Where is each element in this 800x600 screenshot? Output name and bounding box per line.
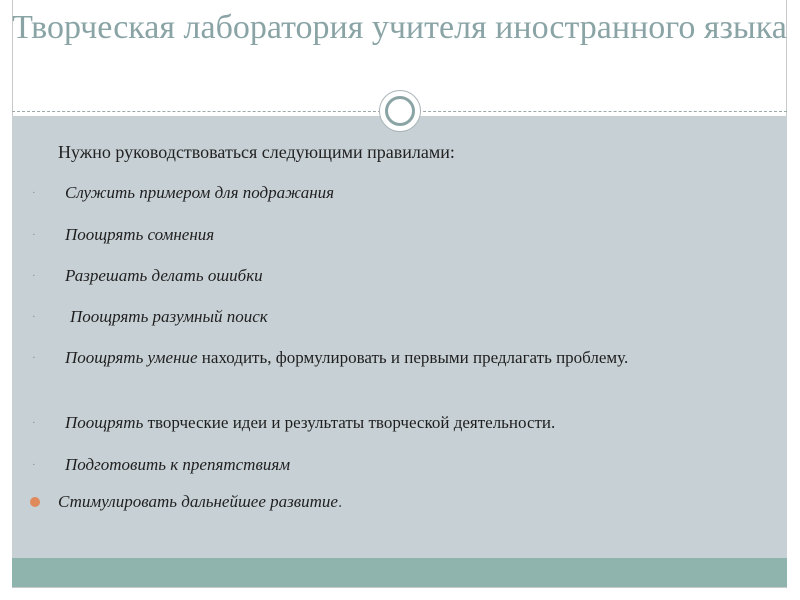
bullet-icon: · (32, 352, 36, 364)
footer-bar (12, 558, 787, 587)
bullet-icon: · (32, 229, 36, 241)
rule-text-normal: творческие идеи и результаты творческой деятельности. (147, 413, 556, 432)
rule-text-italic: Подготовить к препятствиям (65, 455, 291, 474)
bullet-icon: · (32, 459, 36, 471)
bullet-icon: · (32, 187, 36, 199)
rule-item (32, 223, 762, 246)
rule-item (32, 181, 762, 204)
rule-text-italic: Стимулировать дальнейшее развитие (58, 492, 338, 511)
rule-text-italic: Разрешать делать ошибки (65, 266, 263, 285)
rule-text-italic: Поощрять сомнения (65, 225, 215, 244)
rule-text-italic: Поощрять (65, 413, 144, 432)
bullet-icon: · (32, 311, 36, 323)
orange-dot-icon (30, 497, 40, 507)
rule-text-italic: Поощрять разумный поиск (70, 307, 268, 326)
rule-item (32, 346, 762, 369)
rule-item (32, 305, 762, 328)
rule-item (32, 453, 762, 476)
divider-circle-ornament (379, 90, 421, 132)
rule-item (32, 411, 762, 434)
rule-text-italic: Поощрять умение (65, 348, 198, 367)
bullet-icon: · (32, 270, 36, 282)
rule-item-highlighted (30, 490, 342, 513)
rule-text-period: . (337, 492, 343, 511)
rule-item (32, 264, 762, 287)
rule-text-normal: находить, формулировать и первыми предлагать проблему. (201, 348, 629, 367)
intro-text: Нужно руководствоваться следующими правилами: (58, 142, 455, 162)
rule-text-italic: Служить примером для подражания (65, 183, 335, 202)
divider-circle-inner (385, 96, 415, 126)
bullet-icon: · (32, 417, 36, 429)
slide-title: Творческая лаборатория учителя иностранного языка (12, 9, 787, 46)
